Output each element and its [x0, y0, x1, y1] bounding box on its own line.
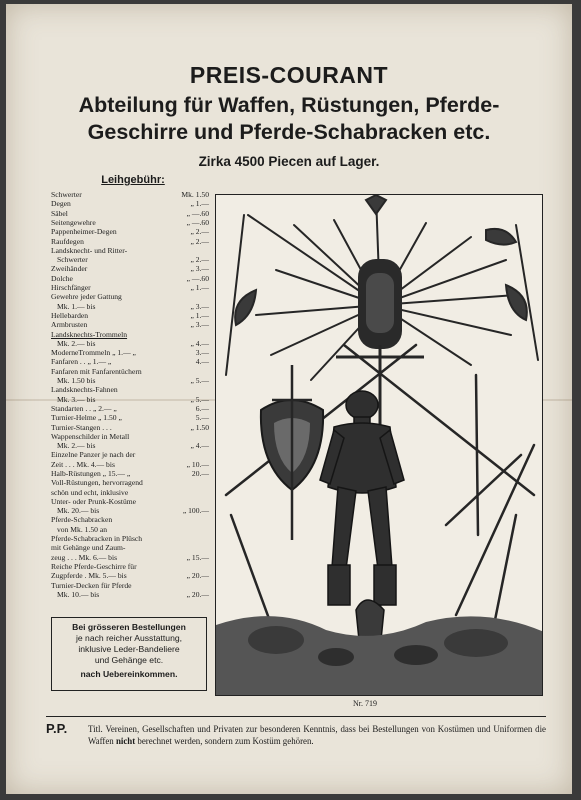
price-row-name: Zeit . . . Mk. 4.— bis: [51, 459, 115, 469]
price-row-name: Mk. 2.— bis: [57, 338, 96, 348]
price-row-name: Unter- oder Prunk-Kostüme: [51, 496, 137, 506]
price-row-name: schön und echt, inklusive: [51, 487, 129, 497]
price-row: [51, 274, 209, 283]
price-row-name: Halb-Rüstungen „ 15.— „: [51, 469, 131, 478]
price-row: [51, 488, 209, 497]
price-row-name: Hellebarden: [51, 310, 89, 320]
price-row: [51, 227, 209, 236]
price-row-name: Mk. 20.— bis: [57, 506, 100, 516]
price-row-price: „ 5.—: [190, 394, 209, 404]
price-row: [51, 367, 209, 376]
price-row-price: 5.—: [195, 413, 209, 423]
price-row-price: „ 3.—: [190, 320, 209, 330]
price-row: [51, 478, 209, 487]
price-row: [51, 469, 209, 478]
note-box: [51, 617, 207, 691]
price-row-name: Gewehre jeder Gattung: [51, 292, 122, 302]
subtitle-line-1: Abteilung für Waffen, Rüstungen, Pferde-: [78, 93, 500, 117]
price-row: [51, 357, 209, 366]
footer-text-bold: nicht: [115, 735, 136, 746]
price-row-price: 4.—: [195, 357, 209, 367]
price-row-name: Mk. 10.— bis: [57, 589, 100, 599]
price-row: [51, 218, 209, 227]
note-line-3: inklusive Leder-Bandeliere: [78, 644, 180, 654]
price-row: [51, 199, 209, 208]
price-row: [51, 525, 209, 534]
price-row-name: Standarten . . „ 2.— „: [51, 403, 117, 413]
price-row-name: Landsknechts-Fahnen: [51, 385, 118, 395]
price-row-price: „ 1.—: [190, 199, 209, 209]
price-row: [51, 571, 209, 580]
price-row: [51, 339, 209, 348]
price-row-price: „ 10.—: [186, 459, 209, 469]
price-row-name: Hirschfänger: [51, 283, 91, 293]
price-row-name: zeug . . . Mk. 6.— bis: [51, 552, 118, 562]
price-row-name: Mk. 1.50 bis: [57, 376, 96, 386]
price-row: [51, 506, 209, 515]
note-line-1: Bei grösseren Bestellungen: [72, 622, 186, 632]
price-row: [51, 283, 209, 292]
price-row-name: Dolche: [51, 273, 73, 283]
price-row-name: Pferde-Schabracken: [51, 515, 113, 525]
price-row-name: Pferde-Schabracken in Plüsch: [51, 534, 143, 544]
page-title: PREIS-COURANT: [189, 62, 389, 88]
footer-note: [46, 716, 546, 747]
price-list: [51, 176, 209, 599]
price-row-name: Landsknechts-Trommeln: [51, 329, 128, 339]
price-list-page: [6, 4, 572, 794]
price-row-price: „ 1.50: [190, 422, 209, 432]
note-line-5: nach Uebereinkommen.: [80, 669, 178, 679]
price-row: [51, 534, 209, 543]
price-row-name: Wappenschilder in Metall: [51, 431, 130, 441]
header: [6, 62, 572, 169]
price-row-name: Schwerter: [51, 190, 82, 200]
price-row-price: „ 100.—: [182, 506, 209, 516]
price-row-price: Mk. 1.50: [181, 190, 209, 200]
price-row-name: von Mk. 1.50 an: [57, 524, 107, 534]
price-row: [51, 209, 209, 218]
price-row-name: Zugpferde . Mk. 5.— bis: [51, 571, 127, 581]
price-row: [51, 190, 209, 199]
subtitle-line-2: Geschirre und Pferde-Schabracken etc.: [87, 120, 491, 144]
price-row: [51, 432, 209, 441]
price-row-name: Fanfaren . . „ 1.— „: [51, 357, 112, 367]
price-row: [51, 441, 209, 450]
price-row-price: „ 4.—: [190, 441, 209, 451]
price-row: [51, 264, 209, 273]
price-row-price: „ 3.—: [190, 264, 209, 274]
price-row-name: Fanfaren mit Fanfarentüchern: [51, 366, 142, 376]
price-row: [51, 543, 209, 552]
footer-text-after: berechnet werden, sondern zum Kostüm gehören.: [137, 735, 314, 746]
armor-weapons-illustration: [215, 194, 543, 696]
price-row-name: Armbrusten: [51, 320, 88, 330]
price-row-price: 20.—: [191, 469, 209, 478]
price-row-price: „ 2.—: [190, 236, 209, 246]
price-row-name: mit Gehänge und Zaum-: [51, 543, 126, 553]
price-row: [51, 450, 209, 459]
price-row: [51, 553, 209, 562]
price-row-name: ModerneTrommeln „ 1.— „: [51, 348, 136, 358]
price-row-price: „ 20.—: [186, 571, 209, 581]
price-row-name: Pappenheimer-Degen: [51, 227, 117, 237]
price-row-name: Degen: [51, 199, 71, 209]
price-row-price: 6.—: [195, 403, 209, 413]
price-row-price: „ —.60: [186, 273, 209, 283]
price-row: [51, 590, 209, 599]
armor-weapons-trophy-icon: [216, 195, 543, 696]
price-row-name: Turnier-Stangen . . .: [51, 422, 112, 432]
price-row-name: Turnier-Helme „ 1.50 „: [51, 413, 122, 423]
price-list-title: Leihgebühr:: [101, 174, 165, 186]
price-row-name: Säbel: [51, 208, 68, 218]
price-row: [51, 385, 209, 394]
price-row: [51, 292, 209, 301]
price-row-name: Reiche Pferde-Geschirre für: [51, 561, 137, 571]
price-row-price: „ 2.—: [190, 255, 209, 265]
price-row: [51, 237, 209, 246]
price-row: [51, 311, 209, 320]
price-row-name: Schwerter: [57, 255, 88, 265]
price-row: [51, 423, 209, 432]
footer-mark: P.P.: [46, 721, 68, 736]
price-row: [51, 562, 209, 571]
price-list-rows: [51, 190, 209, 599]
price-row-name: Mk. 2.— bis: [57, 441, 96, 451]
price-row-name: Zweihänder: [51, 264, 88, 274]
price-row-name: Mk. 3.— bis: [57, 394, 96, 404]
price-row: [51, 497, 209, 506]
price-row-price: 3.—: [195, 348, 209, 358]
stock-note: Zirka 4500 Piecen auf Lager.: [198, 154, 380, 169]
price-row-name: Seitengewehre: [51, 217, 96, 227]
price-row-price: „ —.60: [186, 208, 209, 218]
footer-text: [88, 724, 546, 747]
price-row-price: „ —.60: [186, 217, 209, 227]
price-row: [51, 320, 209, 329]
plate-number: Nr. 719: [353, 699, 377, 708]
note-line-2: je nach reicher Ausstattung,: [75, 633, 183, 643]
footer-text-before: Titl. Vereinen, Gesellschaften und Privaten zur besonderen Kenntnis, dass bei Bestellungen von Kostümen und Uniformen die Waffen: [88, 724, 546, 746]
price-row-name: Voll-Rüstungen, hervorragend: [51, 478, 143, 488]
price-row-name: Landsknecht- und Ritter-: [51, 245, 128, 255]
price-row-price: „ 1.—: [190, 283, 209, 293]
price-row-name: Turnier-Decken für Pferde: [51, 580, 132, 590]
price-row-price: „ 3.—: [190, 301, 209, 311]
price-row: [51, 404, 209, 413]
price-row-name: Mk. 1.— bis: [57, 301, 96, 311]
price-row-price: „ 15.—: [186, 552, 209, 562]
price-row: [51, 376, 209, 385]
note-line-4: und Gehänge etc.: [94, 655, 164, 665]
price-row-price: „ 1.—: [190, 310, 209, 320]
price-row: [51, 302, 209, 311]
price-row-name: Raufdegen: [51, 236, 84, 246]
price-row-price: „ 5.—: [190, 376, 209, 386]
price-row: [51, 246, 209, 255]
price-row-price: „ 2.—: [190, 227, 209, 237]
price-row: [51, 395, 209, 404]
price-row: [51, 330, 209, 339]
price-row-name: Einzelne Panzer je nach der: [51, 450, 136, 460]
price-row: [51, 460, 209, 469]
price-row: [51, 413, 209, 422]
price-row: [51, 515, 209, 524]
price-row-price: „ 4.—: [190, 338, 209, 348]
price-row: [51, 348, 209, 357]
price-row: [51, 581, 209, 590]
price-row-price: „ 20.—: [186, 589, 209, 599]
price-row: [51, 255, 209, 264]
